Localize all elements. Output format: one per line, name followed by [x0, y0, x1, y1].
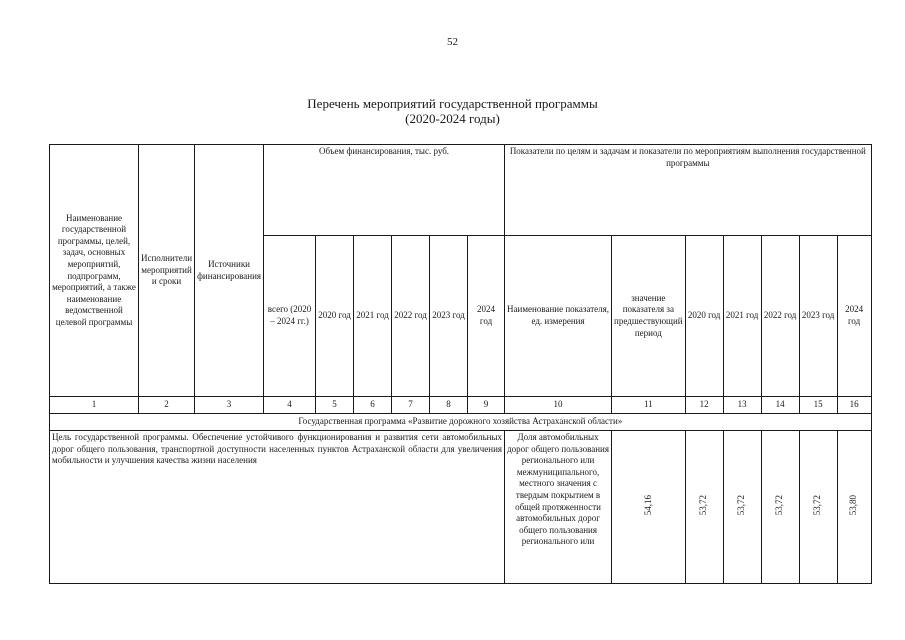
header-executors: Исполнители мероприятий и сроки	[139, 145, 195, 397]
program-title-row: Государственная программа «Развитие дорожного хозяйства Астраханской области»	[50, 414, 872, 431]
header-indicators-group: Показатели по целям и задачам и показатели по мероприятиям выполнения государственной программы	[505, 145, 872, 236]
goal-row	[50, 431, 872, 584]
value-cell	[799, 431, 837, 584]
document-title	[0, 96, 905, 126]
column-number: 4	[264, 397, 316, 414]
goal-text: Цель государственной программы. Обеспечение устойчивого функционирования и развития сети автомобильных дорог общего пользования, транспортной доступности населенных пунктов Астраханской области для увеличения мобильности и улучшения качества жизни населения	[50, 431, 505, 584]
header-fin-year: 2023 год	[430, 236, 468, 397]
indicator-value: 53,72	[736, 495, 747, 516]
column-number: 16	[837, 397, 871, 414]
column-number: 8	[430, 397, 468, 414]
header-ind-year: 2021 год	[723, 236, 761, 397]
indicator-value: 53,72	[698, 495, 709, 516]
column-number: 1	[50, 397, 139, 414]
title-line-1: Перечень мероприятий государственной программы	[307, 96, 598, 111]
title-line-2: (2020-2024 годы)	[405, 111, 500, 126]
header-sources: Источники финансирования	[195, 145, 264, 397]
header-fin-year: 2024 год	[468, 236, 505, 397]
header-ind-year: 2020 год	[685, 236, 723, 397]
header-indicator-name: Наименование показателя, ед. измерения	[505, 236, 612, 397]
column-number: 6	[354, 397, 392, 414]
value-cell	[837, 431, 871, 584]
header-previous-value: значение показателя за предшествующий период	[612, 236, 686, 397]
indicator-value: 53,80	[848, 495, 859, 516]
header-ind-year: 2024 год	[837, 236, 871, 397]
value-cell	[685, 431, 723, 584]
column-number: 9	[468, 397, 505, 414]
header-name: Наименование государственной программы, целей, задач, основных мероприятий, подпрограмм, мероприятий, а также наименование ведомственной целевой программы	[50, 145, 139, 397]
header-ind-year: 2022 год	[761, 236, 799, 397]
header-fin-year: 2021 год	[354, 236, 392, 397]
column-number: 14	[761, 397, 799, 414]
value-cell	[723, 431, 761, 584]
program-activities-table	[49, 144, 872, 584]
column-number: 12	[685, 397, 723, 414]
indicator-name: Доля автомобильных дорог общего пользования регионального или межмуниципального, местного значения с твердым покрытием в общей протяженности автомобильных дорог общего пользования регионального или	[505, 431, 612, 584]
value-cell	[761, 431, 799, 584]
indicator-value: 53,72	[774, 495, 785, 516]
column-number: 3	[195, 397, 264, 414]
header-financing-group: Объем финансирования, тыс. руб.	[264, 145, 505, 236]
column-number: 2	[139, 397, 195, 414]
column-number: 11	[612, 397, 686, 414]
column-number: 13	[723, 397, 761, 414]
value-cell	[612, 431, 686, 584]
indicator-value: 53,72	[812, 495, 823, 516]
column-number-row	[50, 397, 872, 414]
header-fin-year: 2022 год	[392, 236, 430, 397]
page-number: 52	[447, 36, 458, 48]
header-ind-year: 2023 год	[799, 236, 837, 397]
column-number: 7	[392, 397, 430, 414]
column-number: 15	[799, 397, 837, 414]
column-number: 5	[316, 397, 354, 414]
column-number: 10	[505, 397, 612, 414]
header-fin-year: 2020 год	[316, 236, 354, 397]
indicator-value: 54,16	[642, 495, 653, 516]
header-total: всего (2020 – 2024 гг.)	[264, 236, 316, 397]
